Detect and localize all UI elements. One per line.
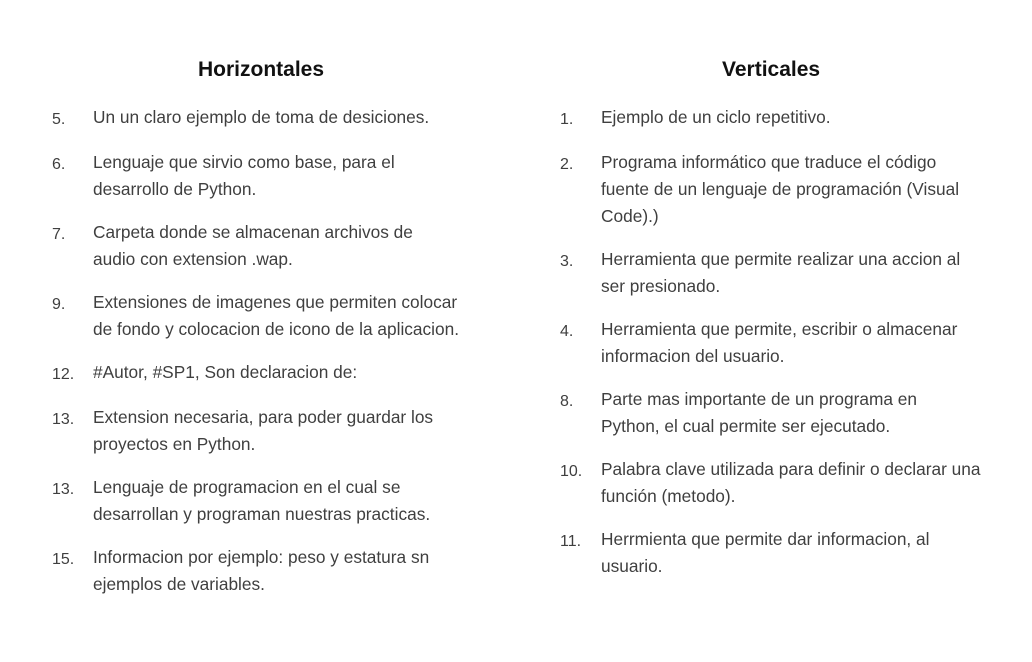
clue-text: Lenguaje que sirvio como base, para el desarrollo de Python.	[93, 152, 395, 199]
horizontal-clue	[52, 104, 472, 133]
clue-number: 5.	[52, 111, 66, 128]
horizontal-clue	[52, 289, 470, 343]
clue-number: 1.	[560, 111, 574, 128]
verticales-title: Verticales	[722, 58, 821, 81]
clue-number: 12.	[52, 366, 75, 383]
horizontal-clue	[52, 544, 470, 598]
vertical-clue	[560, 246, 980, 300]
clue-text: Lenguaje de programacion en el cual se desarrollan y programan nuestras practicas.	[93, 477, 431, 524]
clue-number: 8.	[560, 393, 574, 410]
clue-number: 11.	[560, 533, 582, 550]
clue-number: 6.	[52, 156, 66, 173]
clue-number: 9.	[52, 296, 66, 313]
clue-text: Programa informático que traduce el código fuente de un lenguaje de programación (Visual Code).)	[601, 152, 960, 226]
clue-text: Herrmienta que permite dar informacion, al usuario.	[601, 529, 930, 576]
clue-text: #Autor, #SP1, Son declaracion de:	[93, 362, 358, 382]
verticales-clue-list	[560, 104, 1000, 596]
clue-text: Parte mas importante de un programa en Python, el cual permite ser ejecutado.	[601, 389, 918, 436]
clue-number: 10.	[560, 463, 583, 480]
horizontal-clue	[52, 474, 470, 528]
vertical-clue	[560, 526, 970, 580]
clue-text: Informacion por ejemplo: peso y estatura sn ejemplos de variables.	[93, 547, 430, 594]
clue-number: 15.	[52, 551, 75, 568]
clue-number: 7.	[52, 226, 66, 243]
clue-text: Palabra clave utilizada para definir o declarar una función (metodo).	[601, 459, 981, 506]
vertical-clue	[560, 456, 990, 510]
clue-number: 13.	[52, 411, 75, 428]
clue-text: Extension necesaria, para poder guardar los proyectos en Python.	[93, 407, 434, 454]
vertical-clue	[560, 104, 1000, 133]
clue-text: Herramienta que permite, escribir o almacenar informacion del usuario.	[601, 319, 958, 366]
clue-number: 13.	[52, 481, 75, 498]
horizontales-clue-list	[52, 104, 472, 614]
clue-number: 3.	[560, 253, 574, 270]
horizontales-title: Horizontales	[198, 58, 325, 81]
vertical-clue	[560, 316, 1000, 370]
horizontal-clue	[52, 359, 472, 388]
horizontal-clue	[52, 149, 424, 203]
clue-number: 4.	[560, 323, 574, 340]
clue-text: Ejemplo de un ciclo repetitivo.	[601, 107, 831, 127]
horizontal-clue	[52, 404, 470, 458]
clue-text: Carpeta donde se almacenan archivos de audio con extension .wap.	[93, 222, 413, 269]
vertical-clue	[560, 149, 978, 230]
clue-text: Un un claro ejemplo de toma de desiciones.	[93, 107, 430, 127]
vertical-clue	[560, 386, 960, 440]
horizontal-clue	[52, 219, 448, 273]
clue-number: 2.	[560, 156, 574, 173]
clue-text: Extensiones de imagenes que permiten colocar de fondo y colocacion de icono de la aplicacion.	[93, 292, 460, 339]
clue-text: Herramienta que permite realizar una accion al ser presionado.	[601, 249, 961, 296]
